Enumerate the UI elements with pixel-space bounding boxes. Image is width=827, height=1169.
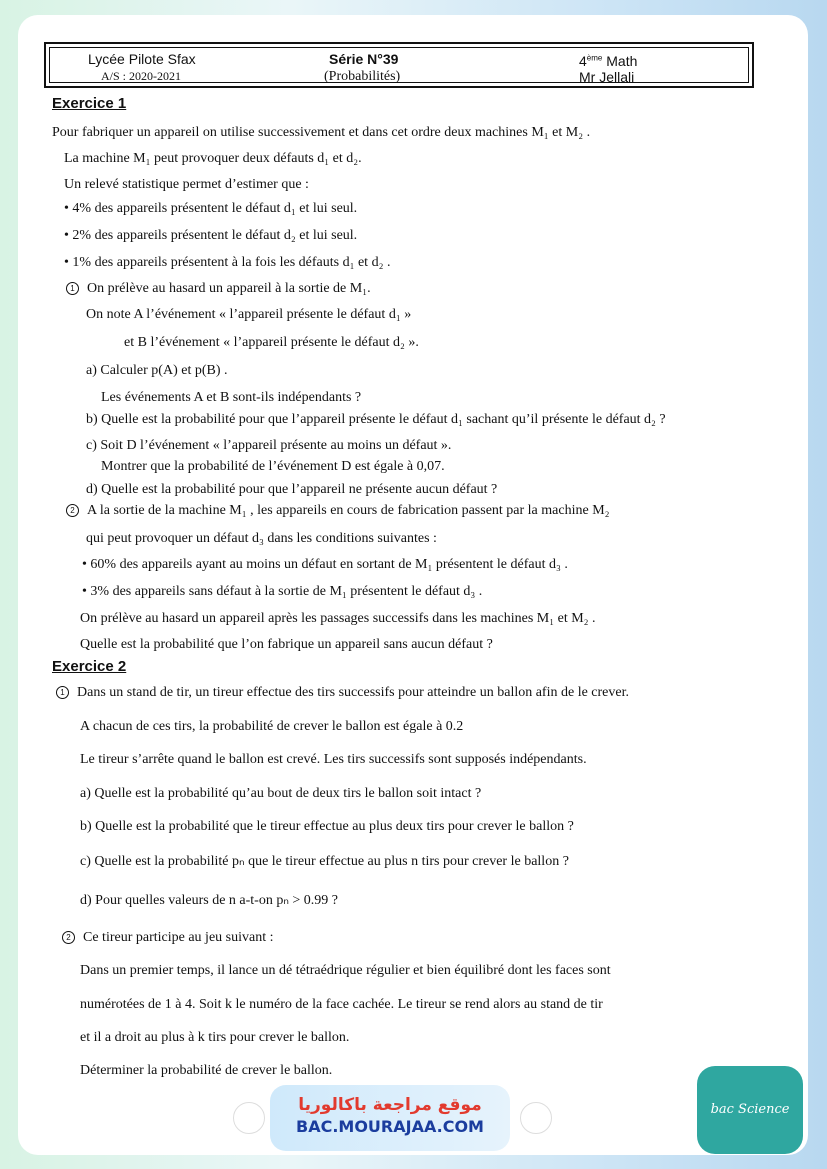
ex1-question-2: 2 A la sortie de la machine M₁ , les appareils en cours de fabrication passent par la machine M₂ bbox=[66, 503, 610, 519]
teacher-name: Mr Jellali bbox=[579, 69, 635, 85]
ex1-line: b) Quelle est la probabilité pour que l’appareil présente le défaut d₁ sachant qu’il présente le défaut d₂ ? bbox=[86, 412, 666, 427]
ex1-line: qui peut provoquer un défaut d₃ dans les conditions suivantes : bbox=[86, 531, 437, 546]
ex1-line: Pour fabriquer un appareil on utilise successivement et dans cet ordre deux machines M₁ et M₂ . bbox=[52, 125, 591, 140]
ex2-question-2: 2 Ce tireur participe au jeu suivant : bbox=[62, 930, 274, 946]
ex2-line: numérotées de 1 à 4. Soit k le numéro de la face cachée. Le tireur se rend alors au stand de tir bbox=[80, 997, 603, 1012]
ex2-line: b) Quelle est la probabilité que le tireur effectue au plus deux tirs pour crever le ballon ? bbox=[80, 819, 574, 834]
ex1-line: Montrer que la probabilité de l’événement D est égale à 0,07. bbox=[101, 459, 445, 474]
exercise-1-title: Exercice 1 bbox=[52, 95, 127, 112]
series-topic: (Probabilités) bbox=[324, 69, 401, 84]
circled-number-icon: 2 bbox=[62, 931, 75, 944]
site-footer-banner[interactable] bbox=[270, 1085, 510, 1151]
ex2-line: Dans un premier temps, il lance un dé tétraédrique régulier et bien équilibré dont les faces sont bbox=[80, 963, 611, 978]
ex1-line: • 4% des appareils présentent le défaut d₁ et lui seul. bbox=[64, 201, 358, 216]
ex2-line: et il a droit au plus à k tirs pour crever le ballon. bbox=[80, 1030, 350, 1045]
ex1-line: • 60% des appareils ayant au moins un défaut en sortant de M₁ présentent le défaut d₃ . bbox=[82, 557, 568, 572]
ex2-line: Déterminer la probabilité de crever le ballon. bbox=[80, 1063, 333, 1078]
circled-number-icon: 1 bbox=[66, 282, 79, 295]
bac-science-badge: bac Science bbox=[697, 1066, 803, 1154]
ex1-question-1: 1 On prélève au hasard un appareil à la sortie de M₁. bbox=[66, 281, 371, 297]
ex2-line: a) Quelle est la probabilité qu’au bout de deux tirs le ballon soit intact ? bbox=[80, 786, 482, 801]
footer-site-link[interactable]: BAC.MOURAJAA.COM bbox=[296, 1117, 484, 1136]
circled-number-icon: 1 bbox=[56, 686, 69, 699]
series-title: Série N°39 bbox=[329, 51, 399, 67]
ex1-line: Quelle est la probabilité que l’on fabrique un appareil sans aucun défaut ? bbox=[80, 637, 493, 652]
ex2-line: A chacun de ces tirs, la probabilité de crever le ballon est égale à 0.2 bbox=[80, 719, 464, 734]
site-logo-icon bbox=[520, 1102, 552, 1134]
ex1-line: d) Quelle est la probabilité pour que l’appareil ne présente aucun défaut ? bbox=[86, 482, 498, 497]
footer-arabic-title: موقع مراجعة باكالوريا bbox=[298, 1095, 482, 1115]
ex1-line: • 3% des appareils sans défaut à la sortie de M₁ présentent le défaut d₃ . bbox=[82, 584, 483, 599]
ex1-line: et B l’événement « l’appareil présente le défaut d₂ ». bbox=[124, 335, 419, 350]
ex1-line: • 2% des appareils présentent le défaut d₂ et lui seul. bbox=[64, 228, 358, 243]
exercise-2-title: Exercice 2 bbox=[52, 658, 127, 675]
ex1-line: Les événements A et B sont-ils indépendants ? bbox=[101, 390, 362, 405]
ex1-line: La machine M₁ peut provoquer deux défauts d₁ et d₂. bbox=[64, 151, 362, 166]
ex1-line: On note A l’événement « l’appareil présente le défaut d₁ » bbox=[86, 307, 412, 322]
site-logo-icon bbox=[233, 1102, 265, 1134]
ex2-question-1: 1 Dans un stand de tir, un tireur effectue des tirs successifs pour atteindre un ballon afin de le crever. bbox=[56, 685, 629, 701]
ex2-line: c) Quelle est la probabilité pₙ que le tireur effectue au plus n tirs pour crever le ballon ? bbox=[80, 854, 569, 869]
class-level: 4ème Math bbox=[579, 53, 638, 69]
school-year: A/S : 2020-2021 bbox=[101, 69, 182, 83]
school-name: Lycée Pilote Sfax bbox=[88, 51, 196, 67]
ex1-line: Un relevé statistique permet d’estimer que : bbox=[64, 177, 309, 192]
ex1-line: On prélève au hasard un appareil après les passages successifs dans les machines M₁ et M₂ . bbox=[80, 611, 596, 626]
ex1-line: c) Soit D l’événement « l’appareil présente au moins un défaut ». bbox=[86, 438, 452, 453]
ex2-line: Le tireur s’arrête quand le ballon est crevé. Les tirs successifs sont supposés indépendants. bbox=[80, 752, 587, 767]
ex1-line: • 1% des appareils présentent à la fois les défauts d₁ et d₂ . bbox=[64, 255, 391, 270]
ex2-line: d) Pour quelles valeurs de n a-t-on pₙ > 0.99 ? bbox=[80, 893, 339, 908]
circled-number-icon: 2 bbox=[66, 504, 79, 517]
document-header bbox=[44, 42, 754, 88]
ex1-line: a) Calculer p(A) et p(B) . bbox=[86, 363, 228, 378]
